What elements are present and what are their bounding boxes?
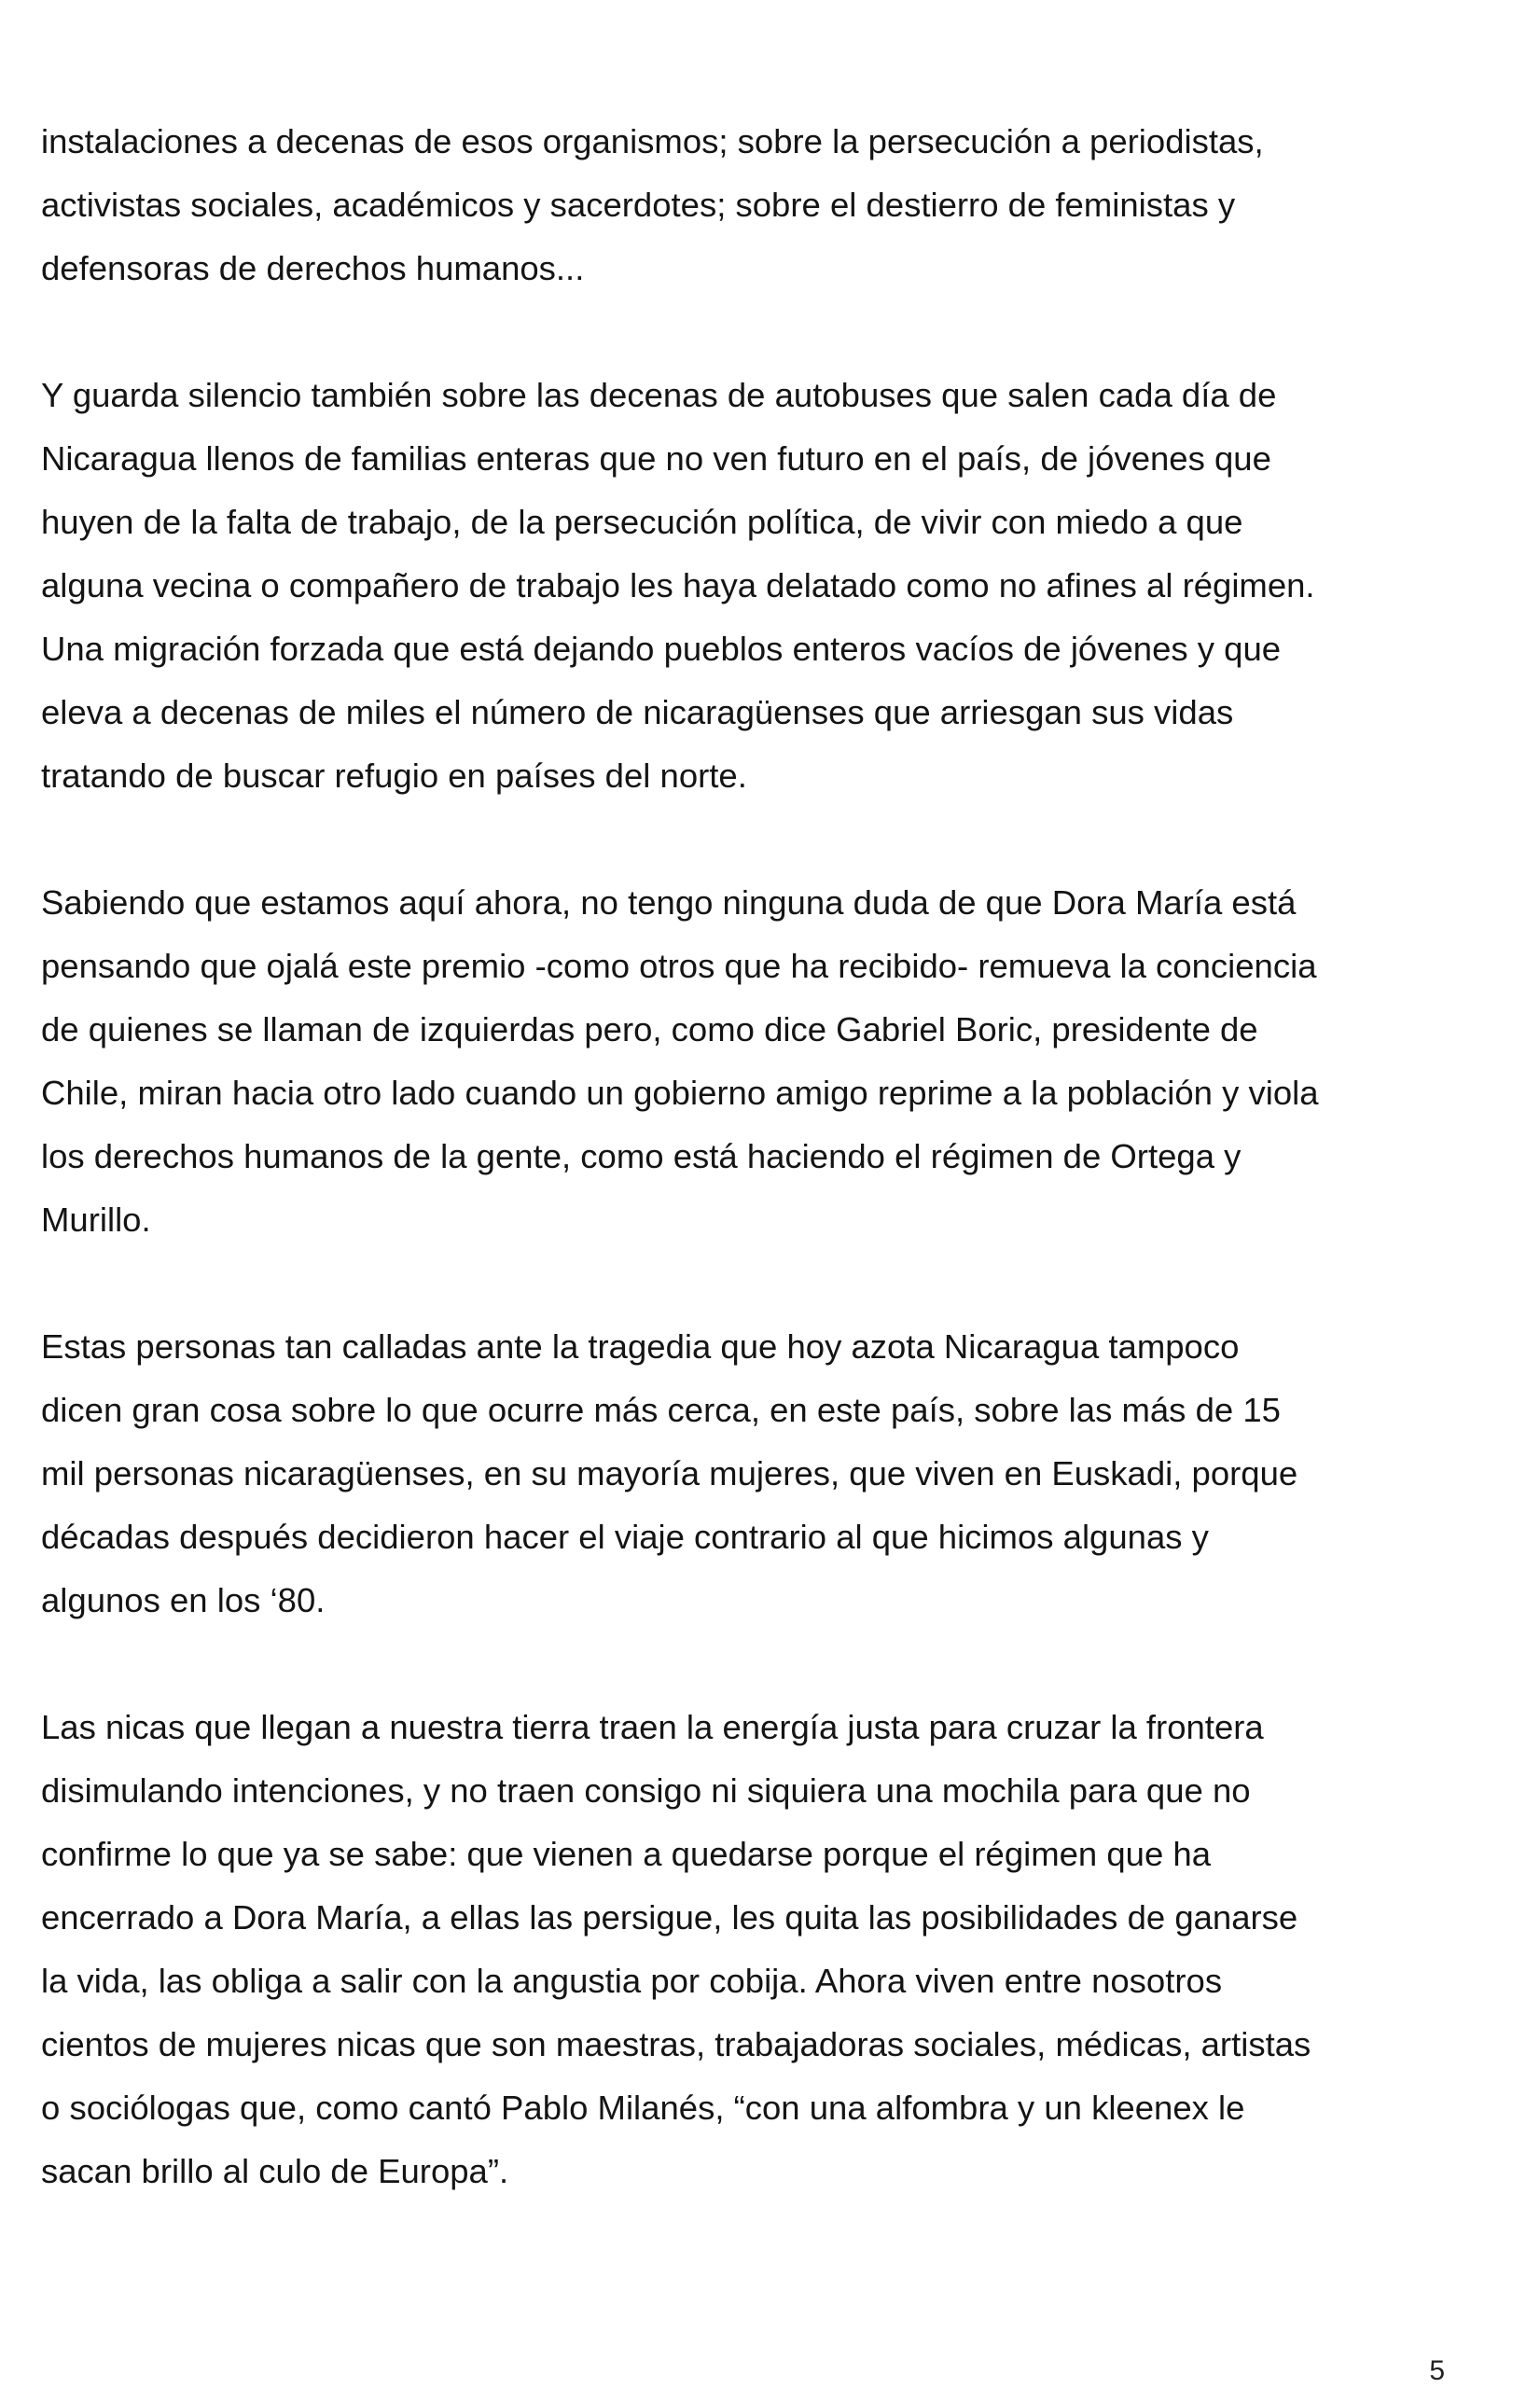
text-line: cientos de mujeres nicas que son maestras, trabajadoras sociales, médicas, artistas (41, 2025, 1311, 2063)
text-line: Chile, miran hacia otro lado cuando un gobierno amigo reprime a la población y viola (41, 1074, 1319, 1112)
text-line: o sociólogas que, como cantó Pablo Milanés, “con una alfombra y un kleenex le (41, 2089, 1245, 2127)
text-line: encerrado a Dora María, a ellas las persigue, les quita las posibilidades de ganarse (41, 1898, 1298, 1937)
text-line: décadas después decidieron hacer el viaje contrario al que hicimos algunas y (41, 1518, 1209, 1556)
text-line: dicen gran cosa sobre lo que ocurre más cerca, en este país, sobre las más de 15 (41, 1391, 1281, 1429)
text-line: Y guarda silencio también sobre las decenas de autobuses que salen cada día de (41, 376, 1277, 414)
text-line: eleva a decenas de miles el número de nicaragüenses que arriesgan sus vidas (41, 693, 1234, 731)
text-line: huyen de la falta de trabajo, de la persecución política, de vivir con miedo a que (41, 503, 1243, 541)
paragraph-1 (41, 110, 1459, 300)
text-line: alguna vecina o compañero de trabajo les haya delatado como no afines al régimen. (41, 566, 1315, 604)
text-line: pensando que ojalá este premio -como otros que ha recibido- remueva la conciencia (41, 947, 1317, 985)
paragraph-5 (41, 1696, 1459, 2203)
text-line: Nicaragua llenos de familias enteras que no ven futuro en el país, de jóvenes que (41, 439, 1271, 478)
paragraph-4 (41, 1315, 1459, 1632)
text-line: mil personas nicaragüenses, en su mayoría mujeres, que viven en Euskadi, porque (41, 1454, 1298, 1492)
text-line: confirme lo que ya se sabe: que vienen a quedarse porque el régimen que ha (41, 1835, 1212, 1873)
text-line: la vida, las obliga a salir con la angustia por cobija. Ahora viven entre nosotros (41, 1962, 1223, 2000)
text-line: tratando de buscar refugio en países del norte. (41, 757, 747, 795)
text-line: Sabiendo que estamos aquí ahora, no tengo ninguna duda de que Dora María está (41, 883, 1297, 922)
paragraph-3 (41, 871, 1459, 1252)
text-line: instalaciones a decenas de esos organismos; sobre la persecución a periodistas, (41, 122, 1264, 160)
text-line: defensoras de derechos humanos... (41, 249, 585, 287)
body-text (41, 110, 1459, 2267)
text-line: Estas personas tan calladas ante la tragedia que hoy azota Nicaragua tampoco (41, 1327, 1240, 1366)
text-line: los derechos humanos de la gente, como está haciendo el régimen de Ortega y (41, 1137, 1242, 1175)
page-number: 5 (1429, 2355, 1445, 2386)
text-line: de quienes se llaman de izquierdas pero, como dice Gabriel Boric, presidente de (41, 1010, 1258, 1048)
text-line: Murillo. (41, 1201, 151, 1239)
paragraph-2 (41, 364, 1459, 808)
text-line: disimulando intenciones, y no traen consigo ni siquiera una mochila para que no (41, 1771, 1251, 1810)
text-line: algunos en los ‘80. (41, 1581, 326, 1619)
text-line: sacan brillo al culo de Europa”. (41, 2152, 509, 2190)
text-line: activistas sociales, académicos y sacerdotes; sobre el destierro de feministas y (41, 186, 1236, 224)
text-line: Las nicas que llegan a nuestra tierra traen la energía justa para cruzar la frontera (41, 1708, 1264, 1746)
text-line: Una migración forzada que está dejando pueblos enteros vacíos de jóvenes y que (41, 630, 1282, 668)
